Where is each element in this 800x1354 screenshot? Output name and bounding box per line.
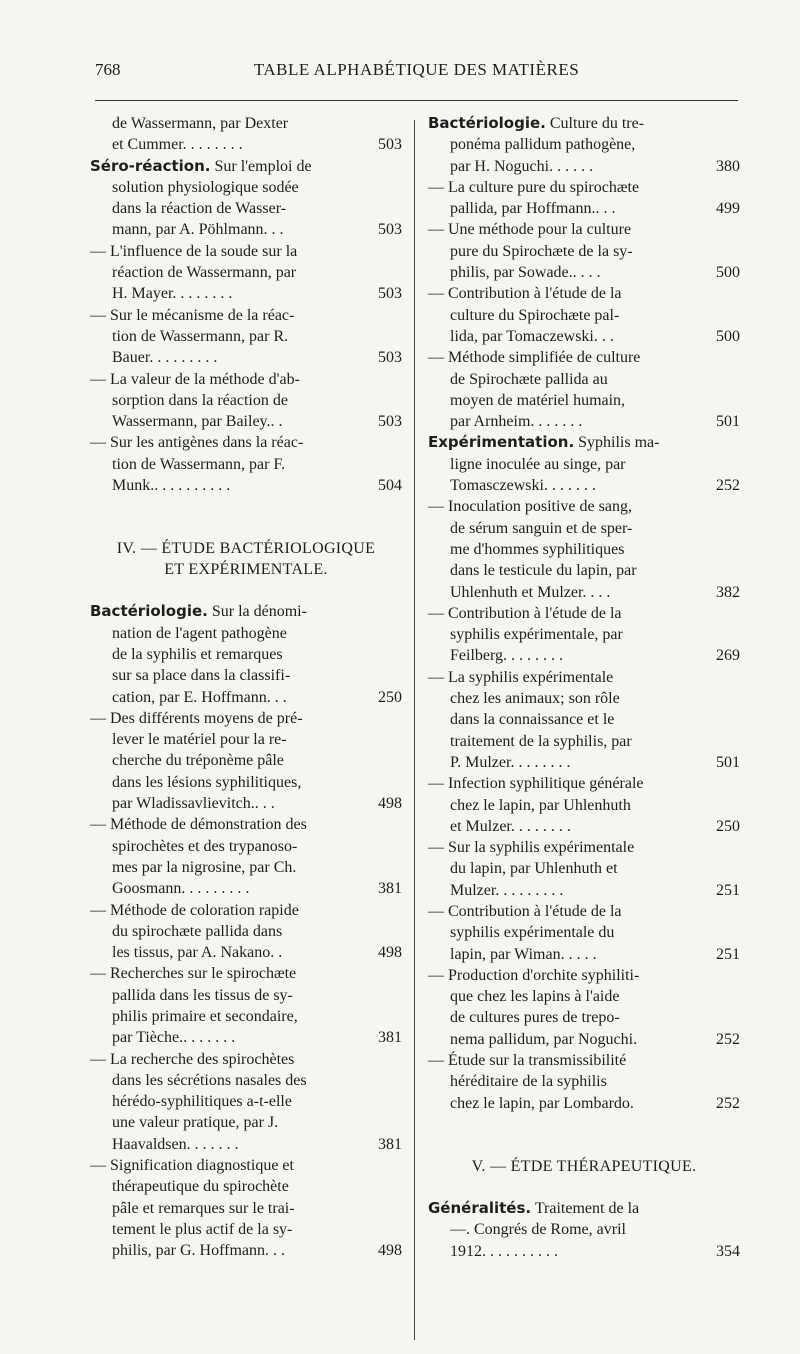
entry-line: pure du Spirochæte de la sy-: [450, 242, 633, 260]
entry-line: — Méthode de coloration rapide: [90, 901, 299, 919]
entry-line: mes par la nigrosine, par Ch.: [112, 858, 297, 876]
entry-line: héréditaire de la syphilis: [450, 1073, 607, 1091]
page-ref: 380: [716, 157, 740, 175]
index-entry: [90, 305, 402, 369]
entry-line: tement le plus actif de la sy-: [112, 1220, 293, 1238]
column-divider: [414, 120, 415, 1340]
entry-line: de Spirochæte pallida au: [450, 370, 608, 388]
entry-line: par Arnheim. . . . . . .: [450, 413, 583, 431]
page-ref: 381: [378, 1135, 402, 1153]
entry-line: Tomasczewski. . . . . . .: [450, 477, 596, 495]
index-entry: [428, 496, 740, 602]
entry-line: — Signification diagnostique et: [90, 1157, 294, 1175]
entry-line: P. Mulzer. . . . . . . .: [450, 753, 571, 771]
entry-line: chez le lapin, par Lombardo.: [450, 1094, 634, 1112]
page-ref: 498: [378, 944, 402, 962]
page-header: [95, 60, 738, 86]
entry-line: philis, par Sowade.. . . .: [450, 264, 601, 282]
header-rule: [95, 100, 738, 101]
entry-line: — Sur les antigènes dans la réac-: [90, 434, 304, 452]
entry-line: chez le lapin, par Uhlenhuth: [450, 796, 631, 814]
entry-line: Haavaldsen. . . . . . .: [112, 1135, 239, 1153]
index-entry: [428, 667, 740, 773]
entry-line: —. Congrés de Rome, avril: [450, 1221, 626, 1239]
entry-line: — Production d'orchite syphiliti-: [428, 966, 640, 984]
index-entry: [90, 241, 402, 305]
entry-line: Wassermann, par Bailey.. .: [112, 413, 283, 431]
entry-line: — La recherche des spirochètes: [90, 1050, 295, 1068]
page-ref: 381: [378, 1029, 402, 1047]
entry-line: de sérum sanguin et de sper-: [450, 519, 633, 537]
entry-line: — Sur la syphilis expérimentale: [428, 839, 635, 857]
running-title: TABLE ALPHABÉTIQUE DES MATIÈRES: [253, 60, 580, 79]
page-ref: 250: [378, 688, 402, 706]
index-entry: [90, 156, 402, 241]
entry-line: chez les animaux; son rôle: [450, 690, 620, 708]
entry-line: thérapeutique du spirochète: [112, 1178, 289, 1196]
page-ref: 498: [378, 1242, 402, 1260]
entry-line: tion de Wassermann, par R.: [112, 327, 289, 345]
entry-line: réaction de Wassermann, par: [112, 264, 297, 282]
section-heading: ET EXPÉRIMENTALE.: [164, 561, 328, 579]
index-entry: [90, 1049, 402, 1155]
section-heading: IV. — ÉTUDE BACTÉRIOLOGIQUE: [116, 540, 376, 558]
entry-line: cation, par E. Hoffmann. . .: [112, 688, 287, 706]
entry-line: lida, par Tomaczewski. . .: [450, 327, 614, 345]
entry-line: traitement de la syphilis, par: [450, 732, 632, 750]
entry-line: Bauer. . . . . . . . .: [112, 349, 218, 367]
index-entry: [90, 1155, 402, 1261]
entry-line: philis, par G. Hoffmann. . .: [112, 1242, 286, 1260]
entry-line: — Contribution à l'étude de la: [428, 604, 622, 622]
entry-heading: Généralités.: [428, 1198, 532, 1217]
page-ref: 503: [378, 349, 402, 367]
page-ref: 499: [716, 200, 740, 218]
entry-line: moyen de matériel humain,: [450, 391, 626, 409]
entry-line: — Une méthode pour la culture: [428, 221, 632, 239]
right-column: [428, 113, 740, 1262]
entry-line: par Tièche.. . . . . . .: [112, 1029, 236, 1047]
entry-line: cherche du tréponème pâle: [112, 752, 284, 770]
entry-line: — Méthode de démonstration des: [90, 816, 307, 834]
index-entry: [428, 432, 740, 496]
page-ref: 500: [716, 264, 740, 282]
page-ref: 501: [716, 753, 740, 771]
page-ref: 503: [378, 413, 402, 431]
index-entry: [428, 177, 740, 220]
index-entry: [90, 814, 402, 899]
entry-line: me d'hommes syphilitiques: [450, 540, 625, 558]
entry-line: nema pallidum, par Noguchi.: [450, 1030, 638, 1048]
page-ref: 382: [716, 583, 740, 601]
page-ref: 252: [716, 1094, 740, 1112]
entry-line: et Mulzer. . . . . . . .: [450, 817, 571, 835]
index-entry: [90, 601, 402, 707]
entry-line: hérédo-syphilitiques a-t-elle: [112, 1093, 292, 1111]
entry-line: Sur la dénomi-: [207, 603, 307, 621]
index-entry: [90, 963, 402, 1048]
index-entry: [428, 283, 740, 347]
entry-line: — La syphilis expérimentale: [428, 668, 614, 686]
entry-heading: Bactériologie.: [90, 602, 208, 621]
entry-line: par Wladissavlievitch.. . .: [112, 795, 275, 813]
entry-line: par H. Noguchi. . . . . .: [450, 157, 594, 175]
entry-line: — Méthode simplifiée de culture: [428, 349, 641, 367]
entry-line: culture du Spirochæte pal-: [450, 306, 620, 324]
entry-line: Feilberg. . . . . . . .: [450, 647, 564, 665]
entry-line: — Recherches sur le spirochæte: [90, 965, 297, 983]
index-entry: [428, 1050, 740, 1114]
entry-heading: Séro-réaction.: [90, 156, 211, 175]
entry-line: — Contribution à l'étude de la: [428, 902, 622, 920]
page-ref: 498: [378, 795, 402, 813]
entry-line: — Sur le mécanisme de la réac-: [90, 306, 295, 324]
index-entry: [428, 1198, 740, 1262]
index-entry: [90, 369, 402, 433]
entry-line: Sur l'emploi de: [210, 157, 312, 175]
entry-heading: Expérimentation.: [428, 433, 575, 452]
page-ref: 269: [716, 647, 740, 665]
page-ref: 503: [378, 285, 402, 303]
entry-line: H. Mayer. . . . . . . .: [112, 285, 233, 303]
index-entry: [428, 773, 740, 837]
entry-line: — La valeur de la méthode d'ab-: [90, 370, 300, 388]
entry-line: ponéma pallidum pathogène,: [450, 136, 636, 154]
entry-line: syphilis expérimentale du: [450, 924, 615, 942]
entry-line: pâle et remarques sur le trai-: [112, 1199, 295, 1217]
page-ref: 503: [378, 221, 402, 239]
entry-line: Culture du tre-: [545, 115, 645, 132]
entry-line: une valeur pratique, par J.: [112, 1114, 279, 1132]
entry-line: du spirochæte pallida dans: [112, 922, 283, 940]
entry-line: spirochètes et des trypanoso-: [112, 837, 298, 855]
entry-line: Uhlenhuth et Mulzer. . . .: [450, 583, 611, 601]
entry-line: Mulzer. . . . . . . . .: [450, 881, 564, 899]
entry-line: — Contribution à l'étude de la: [428, 285, 622, 303]
index-entry: [428, 347, 740, 432]
entry-line: les tissus, par A. Nakano. .: [112, 944, 283, 962]
entry-line: de la syphilis et remarques: [112, 645, 283, 663]
entry-line: ligne inoculée au singe, par: [450, 455, 626, 473]
entry-line: dans les lésions syphilitiques,: [112, 773, 302, 791]
entry-line: mann, par A. Pöhlmann. . .: [112, 221, 284, 239]
entry-line: tion de Wassermann, par F.: [112, 455, 286, 473]
index-entry: [428, 837, 740, 901]
entry-line: — L'influence de la soude sur la: [90, 242, 298, 260]
entry-line: 1912. . . . . . . . . .: [450, 1242, 558, 1260]
page-ref: 252: [716, 477, 740, 495]
entry-line: — Inoculation positive de sang,: [428, 498, 632, 516]
index-entry: [90, 432, 402, 496]
entry-line: dans la connaissance et le: [450, 711, 615, 729]
entry-line: dans les sécrétions nasales des: [112, 1071, 307, 1089]
page-ref: 354: [716, 1242, 740, 1260]
entry-line: lever le matériel pour la re-: [112, 731, 287, 749]
entry-heading: Bactériologie.: [428, 114, 546, 132]
entry-line: de Wassermann, par Dexter: [112, 115, 289, 132]
index-entry: [428, 965, 740, 1050]
page-ref: 250: [716, 817, 740, 835]
entry-line: de cultures pures de trepo-: [450, 1009, 620, 1027]
entry-line: syphilis expérimentale, par: [450, 626, 623, 644]
entry-line: dans le testicule du lapin, par: [450, 562, 637, 580]
index-entry: [90, 708, 402, 814]
entry-line: Munk.. . . . . . . . . .: [112, 477, 231, 495]
index-entry: [428, 219, 740, 283]
entry-line: Traitement de la: [531, 1199, 640, 1217]
index-entry: [90, 113, 402, 156]
index-entry: [428, 603, 740, 667]
entry-line: du lapin, par Uhlenhuth et: [450, 860, 618, 878]
section-heading: V. — ÉTDE THÉRAPEUTIQUE.: [471, 1157, 697, 1175]
entry-line: — La culture pure du spirochæte: [428, 178, 640, 196]
entry-line: nation de l'agent pathogène: [112, 624, 287, 642]
index-entry: [428, 113, 740, 177]
page-ref: 504: [378, 477, 402, 495]
entry-line: sur sa place dans la classifi-: [112, 667, 291, 685]
page-ref: 500: [716, 327, 740, 345]
entry-line: que chez les lapins à l'aide: [450, 988, 620, 1006]
index-entry: [428, 901, 740, 965]
page-ref: 251: [716, 881, 740, 899]
page-ref: 252: [716, 1030, 740, 1048]
page-ref: 503: [378, 136, 402, 154]
page-ref: 501: [716, 413, 740, 431]
entry-line: — Étude sur la transmissibilité: [428, 1052, 627, 1070]
page-ref: 251: [716, 945, 740, 963]
entry-line: pallida dans les tissus de sy-: [112, 986, 293, 1004]
left-column: [90, 113, 402, 1262]
entry-line: pallida, par Hoffmann.. . .: [450, 200, 616, 218]
entry-line: Goosmann. . . . . . . . .: [112, 880, 250, 898]
entry-line: philis primaire et secondaire,: [112, 1007, 298, 1025]
entry-line: et Cummer. . . . . . . .: [112, 136, 243, 154]
index-entry: [90, 900, 402, 964]
entry-line: — Des différents moyens de pré-: [90, 709, 303, 727]
entry-line: Syphilis ma-: [574, 434, 660, 452]
entry-line: — Infection syphilitique générale: [428, 775, 644, 793]
entry-line: solution physiologique sodée: [112, 178, 299, 196]
entry-line: lapin, par Wiman. . . . .: [450, 945, 597, 963]
entry-line: sorption dans la réaction de: [112, 391, 288, 409]
page-ref: 381: [378, 880, 402, 898]
page-number: 768: [95, 60, 121, 79]
entry-line: dans la réaction de Wasser-: [112, 200, 287, 218]
